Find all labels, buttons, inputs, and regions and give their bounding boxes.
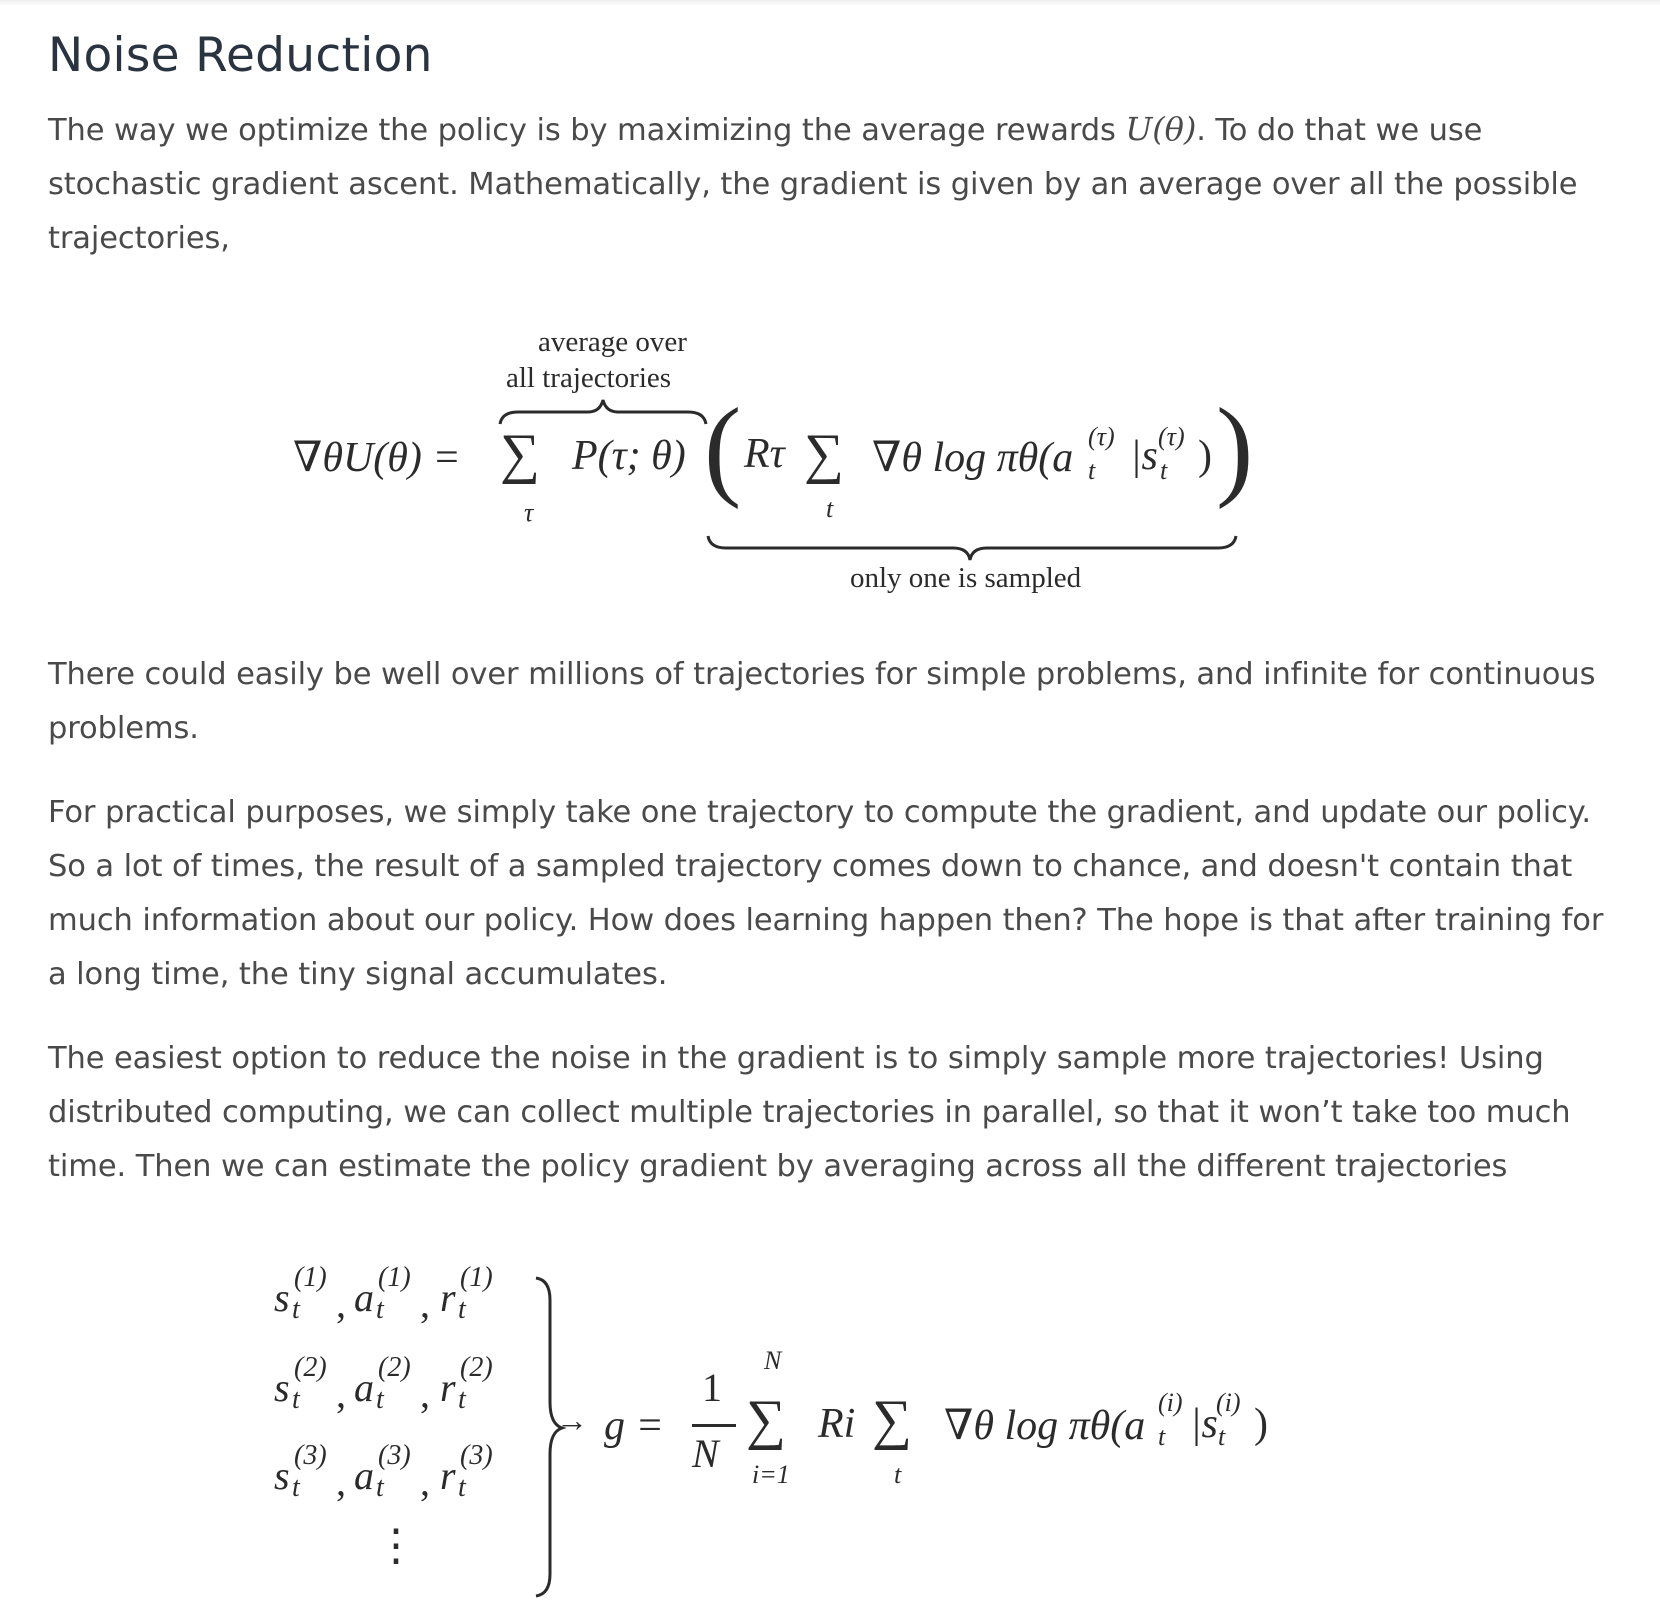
equation1-paren-close: ) [1216, 386, 1254, 510]
equation1-state: |s [1130, 433, 1158, 479]
intro-text-start: The way we optimize the policy is by maximizing the average rewards [48, 113, 1126, 148]
article-section [48, 22, 1608, 1612]
equation1-action-superscript: (τ) [1088, 422, 1115, 451]
row2-state-sub: t [292, 1384, 300, 1415]
row1-action: a [354, 1275, 374, 1320]
equation1-outer-sum: ∑ [500, 423, 540, 485]
row2-state-sup: (2) [294, 1352, 327, 1383]
row1-state-sup: (1) [294, 1262, 327, 1293]
row3-comma1: , [336, 1459, 346, 1504]
top-edge-shadow [0, 0, 1660, 6]
row3-comma2: , [420, 1459, 430, 1504]
row1-state: s [274, 1275, 290, 1320]
equation2-outer-sum: ∑ [746, 1389, 786, 1451]
equation2-grad-log-pi: ∇θ log πθ(a [944, 1403, 1146, 1449]
averaged-gradient-equation [48, 1252, 1608, 1612]
underbrace-label: only one is sampled [850, 562, 1082, 594]
equation2-lhs: g = [604, 1403, 664, 1449]
row3-action: a [354, 1453, 374, 1498]
equation1-inner-sum-index: t [826, 494, 834, 523]
equation2-reward: Ri [818, 1401, 856, 1447]
row1-state-sub: t [292, 1294, 300, 1325]
equation1-paren-open: ( [704, 386, 742, 510]
equation1-state-superscript: (τ) [1158, 422, 1185, 451]
overbrace-label-line2: all trajectories [506, 362, 672, 394]
fraction-denominator: N [692, 1431, 719, 1476]
equation1-inner-sum: ∑ [804, 423, 844, 485]
equation2-close: ) [1254, 1401, 1268, 1447]
overbrace-label-line1: average over [538, 326, 687, 358]
equation2-inner-sum-index: t [894, 1460, 902, 1489]
row1-reward-sub: t [458, 1294, 466, 1325]
row2-comma2: , [420, 1371, 430, 1416]
equation1-reward: Rτ [744, 431, 785, 477]
row3-reward-sub: t [458, 1472, 466, 1503]
equation2-state-subscript: t [1218, 1422, 1226, 1451]
section-heading: Noise Reduction [48, 28, 433, 83]
row3-action-sup: (3) [378, 1440, 411, 1471]
row1-reward-sup: (1) [460, 1262, 493, 1293]
row1-reward: r [440, 1275, 456, 1320]
equation1-outer-sum-index: τ [524, 498, 534, 527]
row3-state-sup: (3) [294, 1440, 327, 1471]
equation1-action-subscript: t [1088, 456, 1096, 485]
intro-text-end: . To do that we use stochastic gradient ascent. Mathematically, the gradient is given by an average over all the possible trajectories, [48, 113, 1578, 256]
equation1-state-subscript: t [1160, 456, 1168, 485]
row2-action: a [354, 1365, 374, 1410]
equation2-state-superscript: (i) [1216, 1388, 1241, 1417]
row1-comma2: , [420, 1281, 430, 1326]
row3-reward: r [440, 1453, 456, 1498]
row2-action-sup: (2) [378, 1352, 411, 1383]
equation1-lhs: ∇θU(θ) = [293, 435, 461, 481]
row1-comma1: , [336, 1281, 346, 1326]
row2-state: s [274, 1365, 290, 1410]
row3-action-sub: t [376, 1472, 384, 1503]
row3-reward-sup: (3) [460, 1440, 493, 1471]
row2-comma1: , [336, 1371, 346, 1416]
row2-reward-sup: (2) [460, 1352, 493, 1383]
row2-action-sub: t [376, 1384, 384, 1415]
equation2-state: |s [1190, 1401, 1218, 1447]
gradient-equation [48, 326, 1608, 626]
vertical-ellipsis: ⋮ [374, 1521, 418, 1570]
row3-state: s [274, 1453, 290, 1498]
paragraph-practical-purposes: For practical purposes, we simply take one trajectory to compute the gradient, and update our policy. So a lot of times, the result of a sampled trajectory comes down to chance, and doesn't contain that much information about our policy. How does learning happen then? The hope is that after training for a long time, the tiny signal accumulates. [48, 795, 1604, 992]
mapping-arrow: → [556, 1402, 588, 1438]
fraction-bar [692, 1424, 736, 1427]
equation1-probability: P(τ; θ) [572, 433, 686, 479]
paragraph-many-trajectories: There could easily be well over millions of trajectories for simple problems, and infinite for continuous problems. [48, 657, 1596, 746]
row2-reward: r [440, 1365, 456, 1410]
equation2-inner-sum: ∑ [872, 1389, 912, 1451]
equation1-grad-log-pi: ∇θ log πθ(a [872, 435, 1074, 481]
paragraph-easiest-option: The easiest option to reduce the noise in the gradient is to simply sample more trajectories! Using distributed computing, we can collect multiple trajectories in parallel, so that it won’t take too much time. Then we can estimate the policy gradient by averaging across all the different trajectories [48, 1041, 1571, 1184]
equation1-close-inner: ) [1198, 433, 1212, 479]
row1-action-sup: (1) [378, 1262, 411, 1293]
equation2-action-superscript: (i) [1158, 1388, 1183, 1417]
inline-math-utility: U(θ) [1125, 110, 1197, 148]
fraction-numerator: 1 [702, 1365, 722, 1410]
row2-reward-sub: t [458, 1384, 466, 1415]
row1-action-sub: t [376, 1294, 384, 1325]
equation2-action-subscript: t [1158, 1422, 1166, 1451]
paragraph-intro [48, 102, 1608, 266]
row3-state-sub: t [292, 1472, 300, 1503]
outer-sum-lower: i=1 [752, 1460, 790, 1489]
outer-sum-upper: N [764, 1346, 782, 1375]
